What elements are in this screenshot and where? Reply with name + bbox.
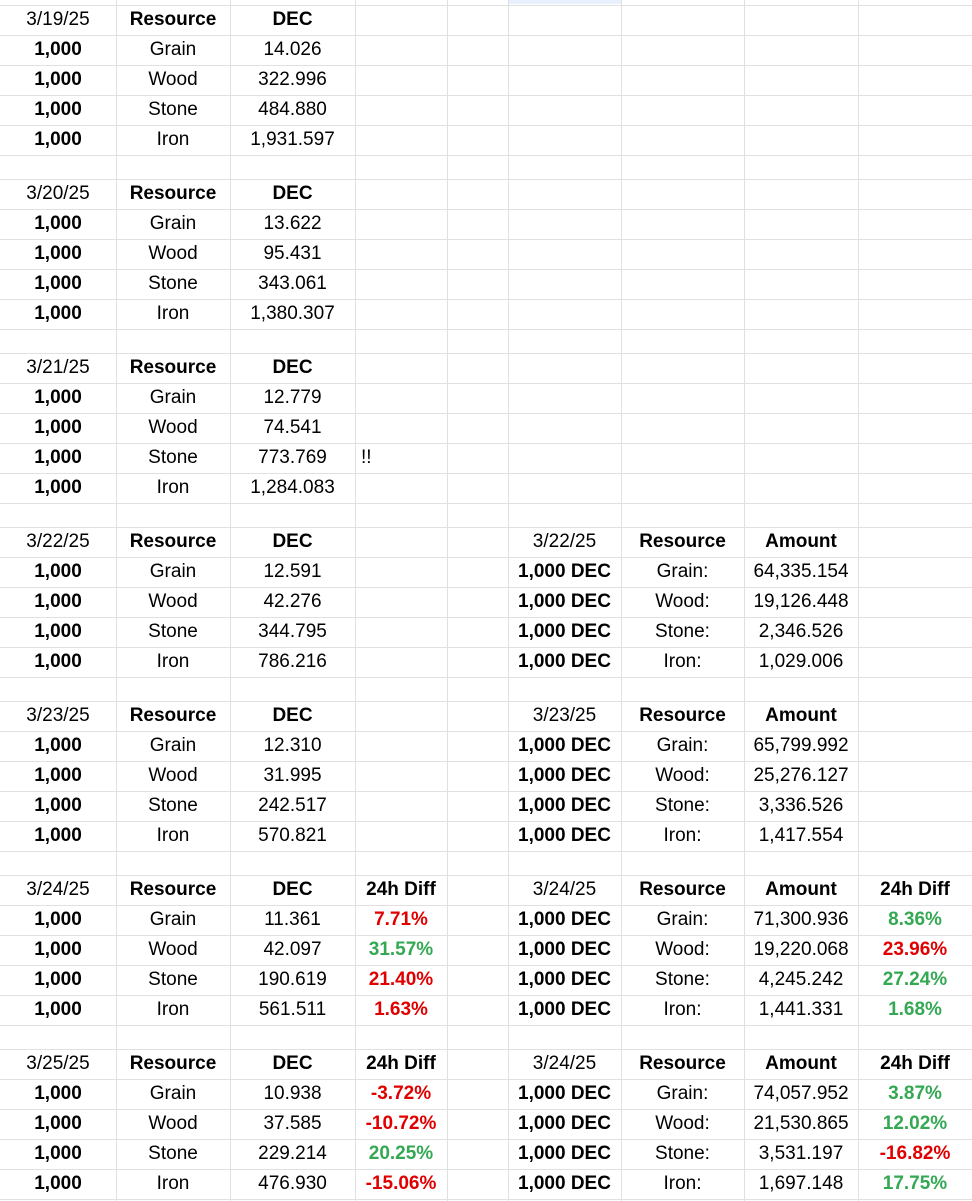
resource-cell[interactable]: Stone <box>148 99 198 120</box>
column-selection-highlight <box>508 0 621 4</box>
diff-header[interactable]: 24h Diff <box>366 879 436 900</box>
dec-value-cell[interactable]: 74.541 <box>263 417 322 438</box>
resource-header[interactable]: Resource <box>129 357 217 378</box>
diff-cell[interactable]: 3.87% <box>888 1083 942 1104</box>
row-gridline <box>0 503 972 504</box>
amount-cell[interactable]: 21,530.865 <box>753 1113 849 1134</box>
resource-cell[interactable]: Iron <box>156 999 190 1020</box>
resource-header[interactable]: Resource <box>129 531 217 552</box>
amount-cell[interactable]: 65,799.992 <box>753 735 849 756</box>
row-gridline <box>0 329 972 330</box>
resource-cell[interactable]: Iron <box>156 477 190 498</box>
dec-value-cell[interactable]: 42.276 <box>263 591 322 612</box>
dec-value-cell[interactable]: 1,931.597 <box>250 129 335 150</box>
quantity-cell[interactable]: 1,000 <box>34 447 82 468</box>
quantity-cell[interactable]: 1,000 <box>34 1173 82 1194</box>
resource-cell[interactable]: Wood <box>148 939 198 960</box>
resource-header[interactable]: Resource <box>639 531 726 552</box>
diff-cell[interactable]: 8.36% <box>888 909 942 930</box>
resource-cell[interactable]: Grain <box>149 213 197 234</box>
resource-cell[interactable]: Grain <box>149 1083 197 1104</box>
resource-cell[interactable]: Grain <box>149 909 197 930</box>
resource-cell[interactable]: Stone: <box>655 969 710 990</box>
quantity-cell[interactable]: 1,000 <box>34 1143 82 1164</box>
resource-header[interactable]: Resource <box>129 183 217 204</box>
date-cell[interactable]: 3/20/25 <box>26 183 90 204</box>
quantity-cell[interactable]: 1,000 DEC <box>518 999 611 1020</box>
amount-cell[interactable]: 64,335.154 <box>753 561 849 582</box>
dec-value-cell[interactable]: 13.622 <box>263 213 322 234</box>
quantity-cell[interactable]: 1,000 <box>34 561 82 582</box>
resource-cell[interactable]: Stone: <box>655 1143 710 1164</box>
quantity-cell[interactable]: 1,000 DEC <box>518 621 611 642</box>
dec-value-cell[interactable]: 570.821 <box>258 825 327 846</box>
amount-cell[interactable]: 19,126.448 <box>753 591 849 612</box>
diff-cell[interactable]: -15.06% <box>365 1173 437 1194</box>
quantity-cell[interactable]: 1,000 DEC <box>518 1113 611 1134</box>
quantity-cell[interactable]: 1,000 <box>34 273 82 294</box>
resource-cell[interactable]: Iron <box>156 1173 190 1194</box>
resource-cell[interactable]: Wood: <box>655 765 710 786</box>
diff-cell[interactable]: 23.96% <box>882 939 948 960</box>
quantity-cell[interactable]: 1,000 DEC <box>518 651 611 672</box>
dec-value-cell[interactable]: 476.930 <box>258 1173 327 1194</box>
resource-cell[interactable]: Iron: <box>663 651 702 672</box>
quantity-cell[interactable]: 1,000 <box>34 825 82 846</box>
resource-cell[interactable]: Wood <box>148 765 198 786</box>
resource-cell[interactable]: Stone <box>148 447 198 468</box>
quantity-cell[interactable]: 1,000 DEC <box>518 825 611 846</box>
dec-value-cell[interactable]: 229.214 <box>258 1143 327 1164</box>
quantity-cell[interactable]: 1,000 <box>34 129 82 150</box>
quantity-cell[interactable]: 1,000 DEC <box>518 969 611 990</box>
quantity-cell[interactable]: 1,000 <box>34 1083 82 1104</box>
quantity-cell[interactable]: 1,000 <box>34 909 82 930</box>
dec-value-cell[interactable]: 344.795 <box>258 621 327 642</box>
resource-cell[interactable]: Wood: <box>655 939 710 960</box>
diff-cell[interactable]: 1.68% <box>888 999 942 1020</box>
amount-cell[interactable]: 2,346.526 <box>758 621 844 642</box>
amount-cell[interactable]: 3,531.197 <box>758 1143 844 1164</box>
resource-cell[interactable]: Stone: <box>655 795 710 816</box>
quantity-cell[interactable]: 1,000 <box>34 999 82 1020</box>
quantity-cell[interactable]: 1,000 DEC <box>518 765 611 786</box>
resource-cell[interactable]: Iron: <box>663 999 702 1020</box>
date-cell[interactable]: 3/24/25 <box>26 879 90 900</box>
quantity-cell[interactable]: 1,000 <box>34 969 82 990</box>
quantity-cell[interactable]: 1,000 DEC <box>518 561 611 582</box>
quantity-cell[interactable]: 1,000 <box>34 243 82 264</box>
amount-cell[interactable]: 1,029.006 <box>758 651 844 672</box>
diff-cell[interactable]: 21.40% <box>368 969 434 990</box>
quantity-cell[interactable]: 1,000 DEC <box>518 1173 611 1194</box>
dec-value-cell[interactable]: 14.026 <box>263 39 322 60</box>
diff-cell[interactable]: 20.25% <box>368 1143 434 1164</box>
resource-cell[interactable]: Stone <box>148 1143 198 1164</box>
amount-header[interactable]: Amount <box>765 879 837 900</box>
resource-header[interactable]: Resource <box>639 879 726 900</box>
resource-cell[interactable]: Iron: <box>663 1173 702 1194</box>
quantity-cell[interactable]: 1,000 <box>34 303 82 324</box>
resource-cell[interactable]: Stone <box>148 795 198 816</box>
row-gridline <box>0 1025 972 1026</box>
row-gridline <box>0 1199 972 1200</box>
dec-value-cell[interactable]: 12.779 <box>263 387 322 408</box>
amount-cell[interactable]: 71,300.936 <box>753 909 849 930</box>
quantity-cell[interactable]: 1,000 <box>34 765 82 786</box>
resource-header[interactable]: Resource <box>129 1053 217 1074</box>
resource-cell[interactable]: Wood: <box>655 591 710 612</box>
diff-cell[interactable]: -10.72% <box>365 1113 437 1134</box>
dec-value-cell[interactable]: 31.995 <box>263 765 322 786</box>
row-gridline <box>0 677 972 678</box>
diff-cell[interactable]: 1.63% <box>374 999 428 1020</box>
quantity-cell[interactable]: 1,000 <box>34 1113 82 1134</box>
resource-cell[interactable]: Grain <box>149 39 197 60</box>
date-cell[interactable]: 3/24/25 <box>532 1053 597 1074</box>
resource-cell[interactable]: Wood <box>148 69 198 90</box>
resource-cell[interactable]: Wood <box>148 1113 198 1134</box>
quantity-cell[interactable]: 1,000 <box>34 417 82 438</box>
diff-header[interactable]: 24h Diff <box>366 1053 436 1074</box>
dec-value-cell[interactable]: 773.769 <box>258 447 327 468</box>
quantity-cell[interactable]: 1,000 DEC <box>518 1083 611 1104</box>
resource-cell[interactable]: Stone <box>148 621 198 642</box>
resource-cell[interactable]: Iron: <box>663 825 702 846</box>
amount-cell[interactable]: 74,057.952 <box>753 1083 849 1104</box>
resource-cell[interactable]: Stone: <box>655 621 710 642</box>
resource-cell[interactable]: Grain <box>149 735 197 756</box>
quantity-cell[interactable]: 1,000 DEC <box>518 735 611 756</box>
note-cell[interactable]: !! <box>361 447 372 468</box>
date-cell[interactable]: 3/21/25 <box>26 357 90 378</box>
dec-header[interactable]: DEC <box>272 357 313 378</box>
diff-cell[interactable]: 12.02% <box>882 1113 948 1134</box>
dec-value-cell[interactable]: 12.591 <box>263 561 322 582</box>
dec-header[interactable]: DEC <box>272 1053 313 1074</box>
dec-value-cell[interactable]: 37.585 <box>263 1113 322 1134</box>
resource-cell[interactable]: Iron <box>156 303 190 324</box>
quantity-cell[interactable]: 1,000 <box>34 939 82 960</box>
dec-value-cell[interactable]: 10.938 <box>263 1083 322 1104</box>
resource-cell[interactable]: Stone <box>148 969 198 990</box>
dec-header[interactable]: DEC <box>272 705 313 726</box>
dec-value-cell[interactable]: 1,284.083 <box>250 477 335 498</box>
dec-value-cell[interactable]: 484.880 <box>258 99 327 120</box>
amount-cell[interactable]: 3,336.526 <box>758 795 844 816</box>
row-gridline <box>0 851 972 852</box>
dec-header[interactable]: DEC <box>272 9 313 30</box>
dec-value-cell[interactable]: 786.216 <box>258 651 327 672</box>
quantity-cell[interactable]: 1,000 DEC <box>518 1143 611 1164</box>
dec-value-cell[interactable]: 242.517 <box>258 795 327 816</box>
dec-header[interactable]: DEC <box>272 183 313 204</box>
date-cell[interactable]: 3/22/25 <box>26 531 90 552</box>
quantity-cell[interactable]: 1,000 <box>34 387 82 408</box>
amount-cell[interactable]: 1,417.554 <box>758 825 844 846</box>
resource-cell[interactable]: Grain: <box>656 1083 709 1104</box>
dec-value-cell[interactable]: 12.310 <box>263 735 322 756</box>
resource-cell[interactable]: Iron <box>156 129 190 150</box>
quantity-cell[interactable]: 1,000 DEC <box>518 909 611 930</box>
dec-header[interactable]: DEC <box>272 531 313 552</box>
resource-header[interactable]: Resource <box>129 9 217 30</box>
quantity-cell[interactable]: 1,000 DEC <box>518 591 611 612</box>
diff-cell[interactable]: -3.72% <box>370 1083 432 1104</box>
quantity-cell[interactable]: 1,000 <box>34 651 82 672</box>
quantity-cell[interactable]: 1,000 <box>34 39 82 60</box>
quantity-cell[interactable]: 1,000 DEC <box>518 939 611 960</box>
resource-cell[interactable]: Wood <box>148 243 198 264</box>
date-cell[interactable]: 3/23/25 <box>26 705 90 726</box>
amount-cell[interactable]: 4,245.242 <box>758 969 844 990</box>
date-cell[interactable]: 3/19/25 <box>26 9 90 30</box>
amount-cell[interactable]: 25,276.127 <box>753 765 849 786</box>
amount-cell[interactable]: 1,697.148 <box>758 1173 844 1194</box>
dec-value-cell[interactable]: 561.511 <box>258 999 327 1020</box>
resource-cell[interactable]: Grain: <box>656 909 709 930</box>
resource-cell[interactable]: Grain: <box>656 735 709 756</box>
date-cell[interactable]: 3/25/25 <box>26 1053 90 1074</box>
dec-value-cell[interactable]: 343.061 <box>258 273 327 294</box>
amount-header[interactable]: Amount <box>765 1053 837 1074</box>
date-cell[interactable]: 3/22/25 <box>532 531 597 552</box>
resource-cell[interactable]: Stone <box>148 273 198 294</box>
amount-header[interactable]: Amount <box>765 705 837 726</box>
dec-value-cell[interactable]: 11.361 <box>264 909 321 930</box>
resource-cell[interactable]: Grain <box>149 387 197 408</box>
diff-header[interactable]: 24h Diff <box>880 1053 950 1074</box>
resource-cell[interactable]: Grain <box>149 561 197 582</box>
quantity-cell[interactable]: 1,000 DEC <box>518 795 611 816</box>
quantity-cell[interactable]: 1,000 <box>34 69 82 90</box>
diff-cell[interactable]: -16.82% <box>879 1143 951 1164</box>
dec-value-cell[interactable]: 322.996 <box>258 69 327 90</box>
diff-cell[interactable]: 17.75% <box>882 1173 948 1194</box>
column-gridline <box>447 0 448 1201</box>
resource-cell[interactable]: Grain: <box>656 561 709 582</box>
amount-header[interactable]: Amount <box>765 531 837 552</box>
dec-value-cell[interactable]: 42.097 <box>263 939 322 960</box>
diff-header[interactable]: 24h Diff <box>880 879 950 900</box>
date-cell[interactable]: 3/24/25 <box>532 879 597 900</box>
quantity-cell[interactable]: 1,000 <box>34 213 82 234</box>
dec-value-cell[interactable]: 190.619 <box>258 969 327 990</box>
date-cell[interactable]: 3/23/25 <box>532 705 597 726</box>
quantity-cell[interactable]: 1,000 <box>34 99 82 120</box>
dec-header[interactable]: DEC <box>272 879 313 900</box>
diff-cell[interactable]: 7.71% <box>374 909 428 930</box>
quantity-cell[interactable]: 1,000 <box>34 621 82 642</box>
quantity-cell[interactable]: 1,000 <box>34 591 82 612</box>
quantity-cell[interactable]: 1,000 <box>34 795 82 816</box>
resource-cell[interactable]: Wood: <box>655 1113 710 1134</box>
diff-cell[interactable]: 31.57% <box>368 939 434 960</box>
amount-cell[interactable]: 1,441.331 <box>758 999 844 1020</box>
diff-cell[interactable]: 27.24% <box>882 969 948 990</box>
resource-header[interactable]: Resource <box>129 705 217 726</box>
resource-cell[interactable]: Iron <box>156 825 190 846</box>
dec-value-cell[interactable]: 95.431 <box>263 243 322 264</box>
dec-value-cell[interactable]: 1,380.307 <box>250 303 335 324</box>
quantity-cell[interactable]: 1,000 <box>34 735 82 756</box>
quantity-cell[interactable]: 1,000 <box>34 477 82 498</box>
resource-header[interactable]: Resource <box>129 879 217 900</box>
resource-header[interactable]: Resource <box>639 705 726 726</box>
resource-cell[interactable]: Wood <box>148 591 198 612</box>
resource-cell[interactable]: Iron <box>156 651 190 672</box>
resource-header[interactable]: Resource <box>639 1053 726 1074</box>
row-gridline <box>0 155 972 156</box>
resource-cell[interactable]: Wood <box>148 417 198 438</box>
amount-cell[interactable]: 19,220.068 <box>753 939 849 960</box>
